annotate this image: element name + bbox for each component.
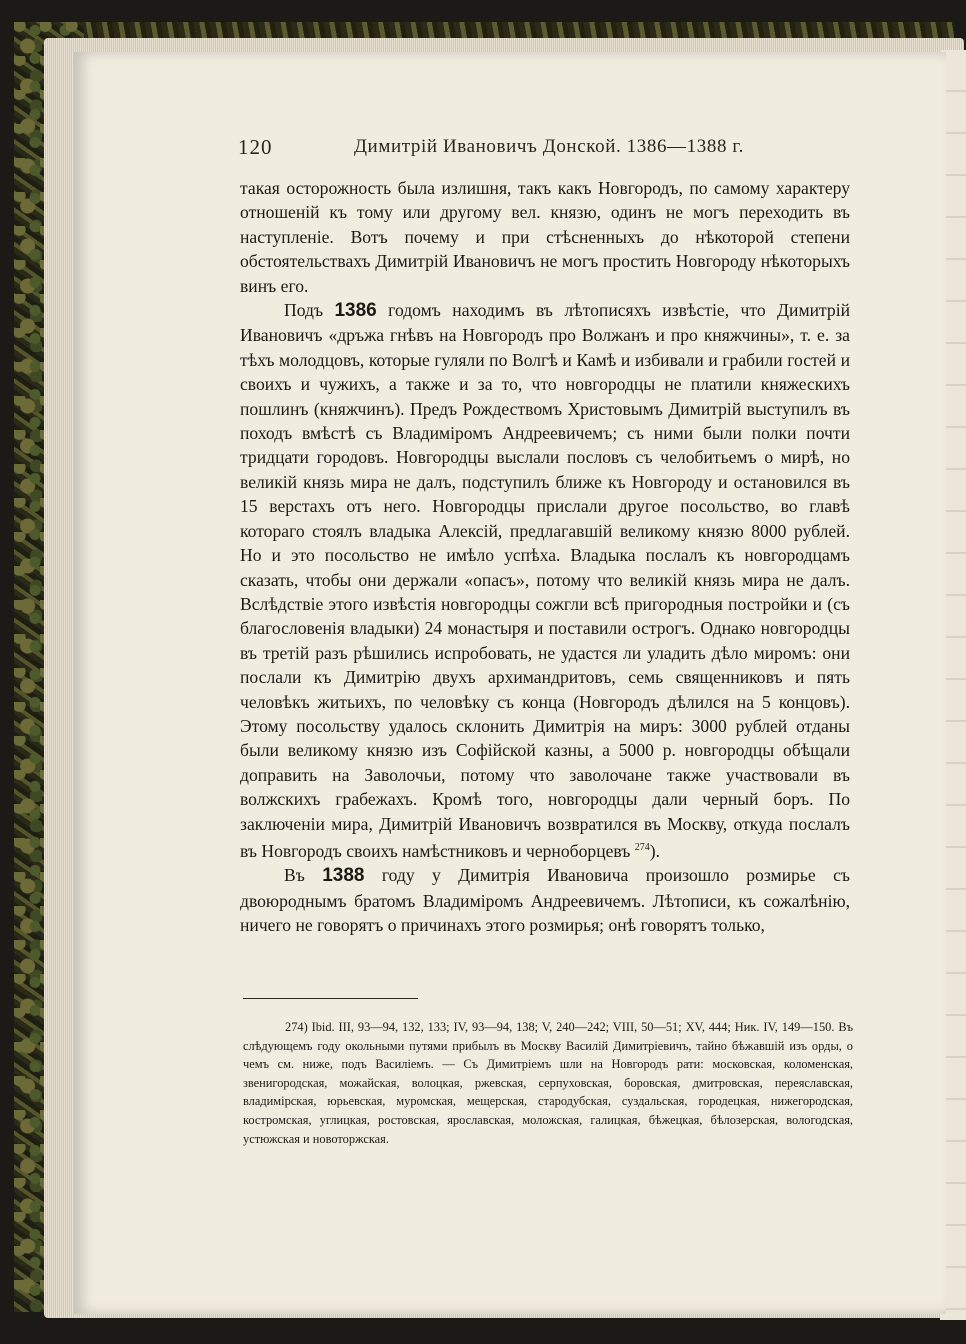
paragraph-3	[240, 863, 850, 937]
p3-lead: Въ	[284, 865, 323, 886]
footnote-ref-274[interactable]: 274	[634, 841, 650, 853]
footnote-274	[243, 1018, 853, 1148]
p2-text: годомъ находимъ въ лѣтописяхъ извѣстіе, что Димитрій Ивановичъ «дръжа гнѣвъ на Новгородъ про Волжанъ и про княжчины», т. е. за тѣхъ молодцовъ, которые гуляли по Волгѣ и Камѣ и избивали и грабили гостей и своихъ и чужихъ, а также и за то, что новгородцы не платили княжескихъ пошлинъ (княжчинъ). Предъ Рождествомъ Христовымъ Димитрій выступилъ въ походъ вмѣстѣ съ Владиміромъ Андреевичемъ; съ ними были полки почти тридцати городовъ. Новгородцы выслали пословъ съ челобитьемъ о мирѣ, но великій князь мира не далъ, подступилъ ближе къ Новгороду и остановился въ 15 верстахъ отъ него. Новгородцы прислали другое посольство, во главѣ котораго стоялъ владыка Алексій, предлагавшій великому князю 8000 рублей. Но и это посольство не имѣло успѣха. Владыка послалъ къ новгородцамъ сказать, чтобы они держали «опасъ», потому что великій князь мира не далъ. Вслѣдствіе этого извѣстія новгородцы сожгли всѣ пригородныя постройки и (съ благословенія владыки) 24 монастыря и поставили острогъ. Однако новгородцы въ третій разъ рѣшились испробовать, не удастся ли уладить дѣло миромъ: они послали къ Димитрію двухъ архимандритовъ, семь священниковъ и пять человѣкъ житьихъ, по человѣку съ конца (Новгородъ дѣлился на 5 концовъ). Этому посольству удалось склонить Димитрія на миръ: 3000 рублей отданы были великому князю изъ Софійской казны, а 5000 р. новгородцы обѣщали доправить на Заволочьи, потому что заволочане также участвовали въ волжскихъ грабежахъ. Кромѣ того, новгородцы дали черный боръ. По заключеніи мира, Димитрій Ивановичъ возвратился въ Москву, откуда послалъ въ Новгородъ своихъ намѣстниковъ и черноборцевъ	[240, 300, 850, 861]
footnote-divider	[243, 998, 418, 999]
year-1388: 1388	[322, 865, 365, 887]
running-head: Димитрій Ивановичъ Донской. 1386—1388 г.	[354, 136, 745, 157]
page-header	[238, 135, 848, 165]
main-text	[240, 176, 850, 937]
p3-text: году у Димитрія Ивановича произошло розмирье съ двоюроднымъ братомъ Владиміромъ Андреевичемъ. Лѣтописи, къ сожалѣнію, ничего не говорятъ о причинахъ этого розмирья; онѣ говорятъ только,	[240, 865, 850, 936]
year-1386: 1386	[334, 300, 377, 322]
p2-lead: Подъ	[284, 300, 335, 321]
p2-end: ).	[649, 840, 661, 861]
footnote-text: 274) Ibid. III, 93—94, 132, 133; IV, 93—94, 138; V, 240—242; VIII, 50—51; XV, 444; Ник. IV, 149—150. Въ слѣдующемъ году окольными путями прибылъ въ Москву Василій Димитріевичъ, тайно бѣжавшій изъ орды, о чемъ см. ниже, подъ Василіемъ. — Съ Димитріемъ шли на Новгородъ рати: московская, коломенская, звенигородская, можайская, волоцкая, ржевская, серпуховская, боровская, дмитровская, переяславская, владимірская, юрьевская, муромская, мещерская, стародубская, суздальская, городецкая, нижегородская, костромская, углицкая, ростовская, ярославская, моложская, галицкая, бѣжецкая, бѣлозерская, вологодская, устюжская и новоторжская.	[243, 1020, 853, 1146]
paragraph-1: такая осторожность была излишня, такъ какъ Новгородъ, по самому характеру отношеній къ тому или другому вел. князю, одинъ не могъ переходить въ наступленіе. Вотъ почему и при стѣсненныхъ до нѣкоторой степени обстоятельствахъ Димитрій Ивановичъ не могъ простить Новгороду нѣкоторыхъ винъ его.	[240, 178, 850, 296]
page-number: 120	[238, 135, 273, 159]
paragraph-2	[240, 298, 850, 863]
